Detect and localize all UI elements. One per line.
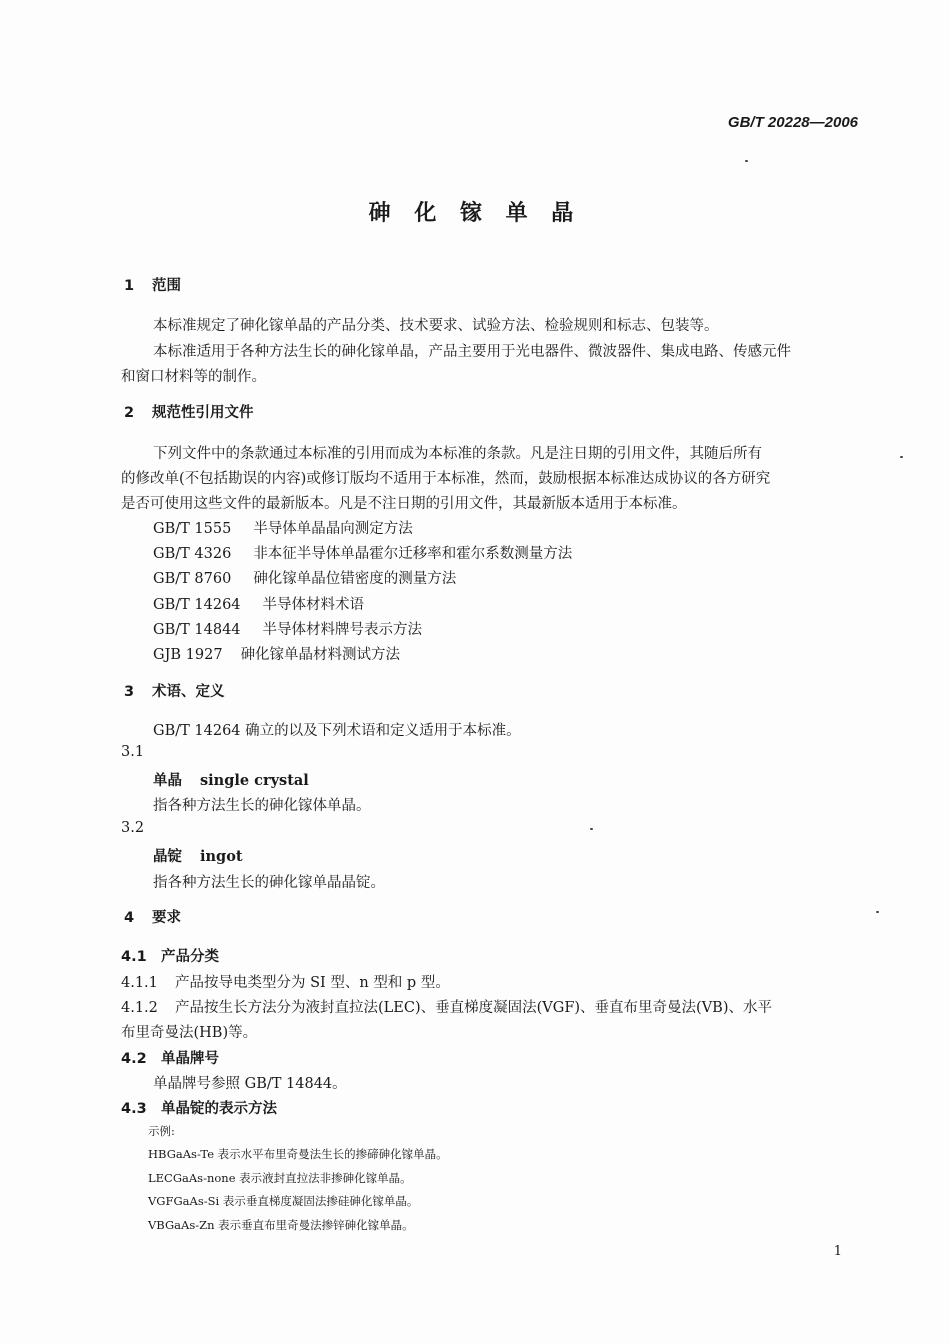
section-title: 单晶牌号 [161, 1051, 219, 1067]
clause-text: 产品按导电类型分为 SI 型、n 型和 p 型。 [175, 975, 450, 991]
term-number: 3.1 [121, 744, 145, 760]
clause-4-1-1 [121, 971, 450, 992]
paragraph: GB/T 14264 确立的以及下列术语和定义适用于本标准。 [153, 723, 521, 739]
section-number: 4 [124, 910, 135, 926]
scan-speck [590, 828, 593, 830]
clause-4-1-2 [121, 996, 772, 1017]
reference-code: GB/T 4326 [153, 546, 232, 562]
reference-code: GB/T 8760 [153, 571, 232, 587]
scan-speck [745, 160, 748, 162]
document-title: 砷 化 镓 单 晶 [368, 200, 582, 226]
paragraph: 本标准规定了砷化镓单晶的产品分类、技术要求、试验方法、检验规则和标志、包装等。 [153, 318, 719, 334]
example-item: VBGaAs-Zn 表示垂直布里奇曼法掺锌砷化镓单晶。 [148, 1218, 414, 1232]
section-4-heading [124, 906, 181, 927]
clause-text: 产品按生长方法分为液封直拉法(LEC)、垂直梯度凝固法(VGF)、垂直布里奇曼法(VB)、水平 [175, 1000, 772, 1016]
clause-number: 4.1.1 [121, 975, 158, 991]
clause-number: 4.1.2 [121, 1000, 158, 1016]
term-english: ingot [200, 848, 243, 865]
reference-item [153, 593, 364, 614]
reference-code: GB/T 14844 [153, 622, 241, 638]
standard-code: GB/T 20228—2006 [727, 114, 858, 131]
reference-title: 砷化镓单晶材料测试方法 [240, 647, 401, 663]
reference-item [153, 567, 456, 588]
reference-title: 非本征半导体单晶霍尔迁移率和霍尔系数测量方法 [253, 546, 573, 562]
section-number: 4.2 [121, 1051, 147, 1067]
paragraph: 本标准适用于各种方法生长的砷化镓单晶，产品主要用于光电器件、微波器件、集成电路、传感元件 [153, 344, 791, 360]
reference-item [153, 542, 572, 563]
term-chinese: 晶锭 [153, 848, 182, 865]
term-heading [153, 769, 309, 790]
example-label: 示例: [148, 1124, 175, 1138]
section-title: 要求 [152, 910, 181, 926]
example-item: VGFGaAs-Si 表示垂直梯度凝固法掺硅砷化镓单晶。 [148, 1194, 419, 1208]
section-2-heading [124, 401, 254, 422]
paragraph-continuation: 和窗口材料等的制作。 [121, 369, 266, 385]
term-definition: 指各种方法生长的砷化镓单晶晶锭。 [153, 875, 385, 891]
term-definition: 指各种方法生长的砷化镓体单晶。 [153, 798, 371, 814]
section-number: 3 [124, 684, 135, 700]
paragraph-continuation: 布里奇曼法(HB)等。 [121, 1025, 258, 1041]
paragraph-continuation: 是否可使用这些文件的最新版本。凡是不注日期的引用文件，其最新版本适用于本标准。 [121, 496, 687, 512]
term-english: single crystal [200, 772, 309, 789]
reference-code: GB/T 14264 [153, 597, 241, 613]
scan-speck [900, 456, 903, 458]
term-heading [153, 845, 243, 866]
section-title: 单晶锭的表示方法 [161, 1101, 277, 1117]
section-title: 术语、定义 [152, 684, 225, 700]
section-1-heading [124, 274, 181, 295]
term-chinese: 单晶 [153, 772, 182, 789]
example-item: HBGaAs-Te 表示水平布里奇曼法生长的掺碲砷化镓单晶。 [148, 1147, 448, 1161]
section-number: 1 [124, 278, 135, 294]
scan-speck [876, 911, 879, 913]
subsection-4-1-heading [121, 945, 219, 966]
section-number: 4.3 [121, 1101, 147, 1117]
reference-title: 半导体单晶晶向测定方法 [253, 521, 413, 537]
section-number: 4.1 [121, 949, 147, 965]
section-number: 2 [124, 405, 135, 421]
reference-item [153, 517, 413, 538]
reference-item [153, 643, 400, 664]
reference-title: 半导体材料术语 [262, 597, 365, 613]
section-3-heading [124, 680, 225, 701]
reference-title: 砷化镓单晶位错密度的测量方法 [253, 571, 457, 587]
subsection-4-2-heading [121, 1047, 219, 1068]
section-title: 产品分类 [161, 949, 219, 965]
subsection-4-3-heading [121, 1097, 277, 1118]
section-title: 规范性引用文件 [152, 405, 254, 421]
section-title: 范围 [152, 278, 181, 294]
reference-title: 半导体材料牌号表示方法 [262, 622, 423, 638]
reference-code: GB/T 1555 [153, 521, 232, 537]
example-item: LECGaAs-none 表示液封直拉法非掺砷化镓单晶。 [148, 1171, 412, 1185]
paragraph-continuation: 的修改单(不包括勘误的内容)或修订版均不适用于本标准，然而，鼓励根据本标准达成协议的各方研究 [121, 471, 771, 487]
reference-code: GJB 1927 [153, 647, 223, 663]
paragraph: 单晶牌号参照 GB/T 14844。 [153, 1076, 347, 1092]
reference-item [153, 618, 422, 639]
term-number: 3.2 [121, 820, 145, 836]
paragraph: 下列文件中的条款通过本标准的引用而成为本标准的条款。凡是注日期的引用文件，其随后所有 [153, 446, 762, 462]
page-number: 1 [833, 1244, 842, 1259]
